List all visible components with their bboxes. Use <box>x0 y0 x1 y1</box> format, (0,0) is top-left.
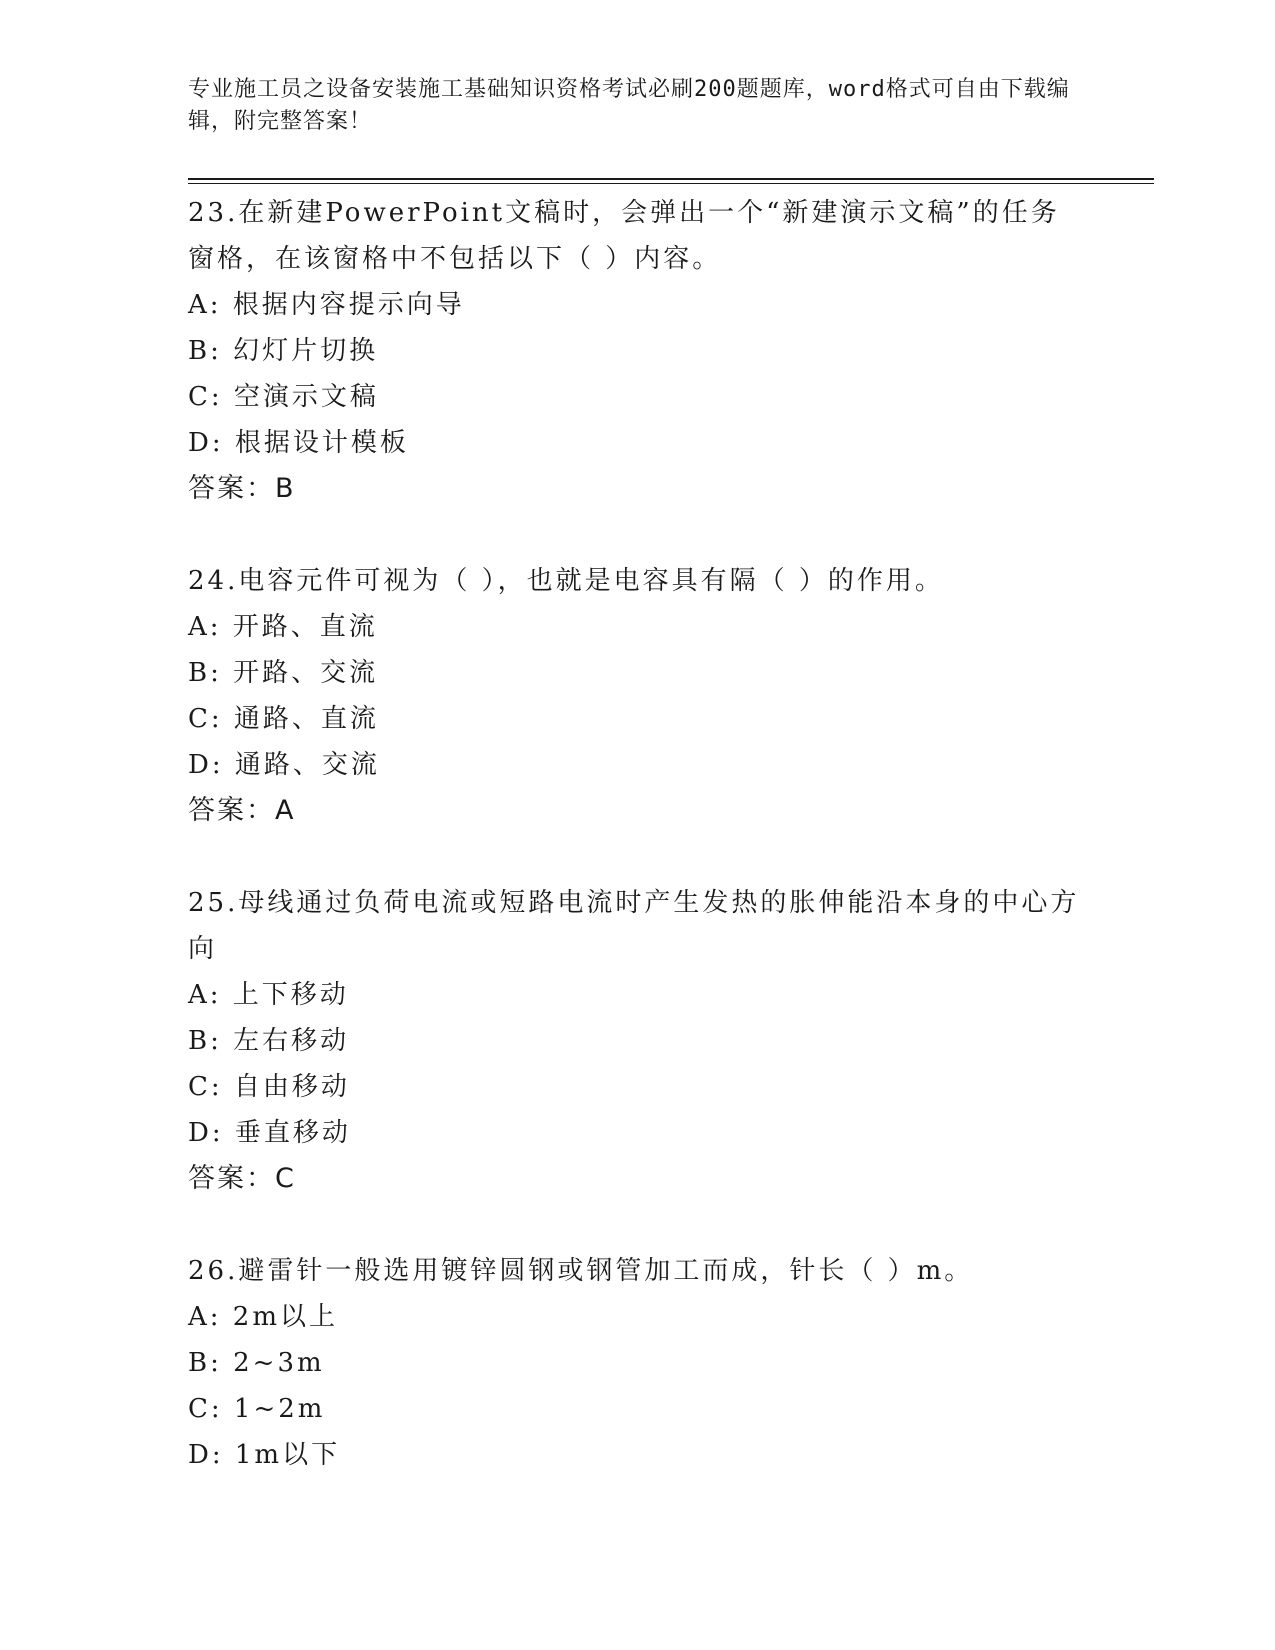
question-text: 26.避雷针一般选用镀锌圆钢或钢管加工而成，针长（ ）m。 <box>188 1256 974 1286</box>
option-d: D: 1m以下 <box>188 1440 341 1470</box>
question-list <box>188 190 1088 1478</box>
question-text: 23.在新建PowerPoint文稿时，会弹出一个“新建演示文稿”的任务窗格，在该窗格中不包括以下（ ）内容。 <box>188 198 1060 274</box>
question-26 <box>188 1248 1088 1478</box>
option-a: A: 上下移动 <box>188 980 349 1010</box>
option-d: D: 根据设计模板 <box>188 428 409 458</box>
option-a: A: 2m以上 <box>188 1302 338 1332</box>
option-b: B: 幻灯片切换 <box>188 336 379 366</box>
question-23 <box>188 190 1088 512</box>
document-header: 专业施工员之设备安装施工基础知识资格考试必刷200题题库，word格式可自由下载编辑，附完整答案！ <box>188 77 1070 134</box>
option-d: D: 通路、交流 <box>188 750 380 780</box>
option-c: C: 空演示文稿 <box>188 382 379 412</box>
answer-line: 答案：C <box>188 1163 296 1194</box>
option-a: A: 开路、直流 <box>188 612 378 642</box>
question-25 <box>188 880 1088 1202</box>
option-d: D: 垂直移动 <box>188 1118 351 1148</box>
answer-line: 答案：B <box>188 473 296 504</box>
header-divider-thin <box>188 183 1154 184</box>
option-c: C: 自由移动 <box>188 1072 350 1102</box>
question-text: 24.电容元件可视为（ ），也就是电容具有隔（ ）的作用。 <box>188 566 944 596</box>
option-b: B: 开路、交流 <box>188 658 379 688</box>
option-c: C: 通路、直流 <box>188 704 379 734</box>
option-c: C: 1~2m <box>188 1394 326 1424</box>
header-divider-thick <box>188 178 1154 180</box>
question-24 <box>188 558 1088 834</box>
answer-line: 答案：A <box>188 795 296 826</box>
question-text: 25.母线通过负荷电流或短路电流时产生发热的胀伸能沿本身的中心方向 <box>188 888 1080 964</box>
option-b: B: 左右移动 <box>188 1026 350 1056</box>
option-a: A: 根据内容提示向导 <box>188 290 465 320</box>
option-b: B: 2~3m <box>188 1348 325 1378</box>
